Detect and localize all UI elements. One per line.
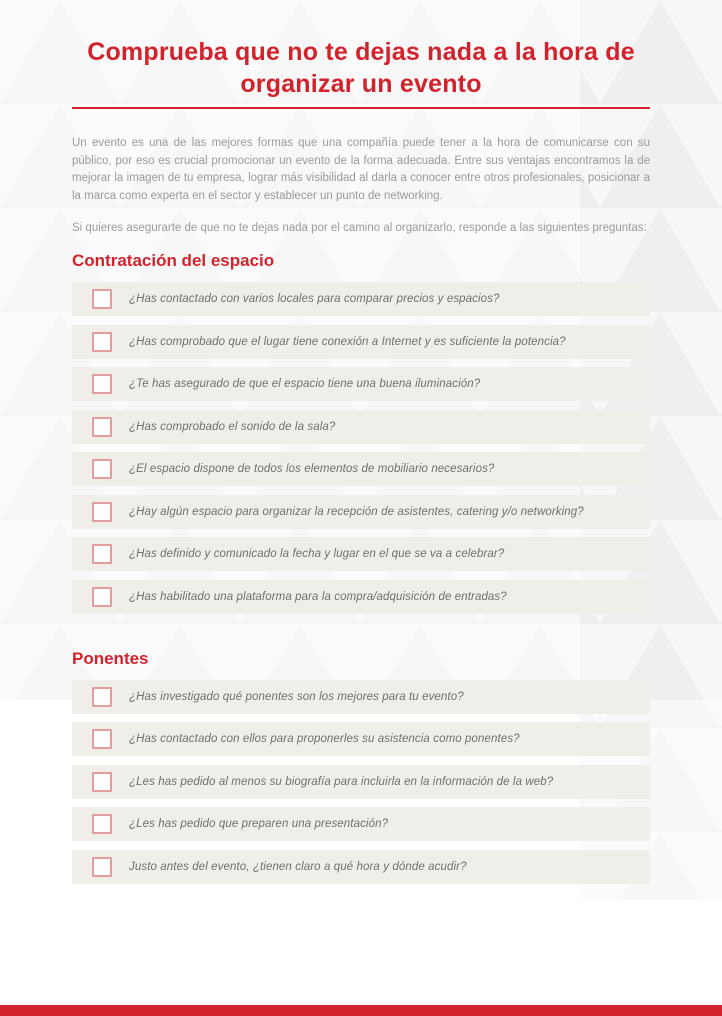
- checklist-row: [72, 495, 650, 529]
- checklist-item-label: ¿Les has pedido al menos su biografía para incluirla en la información de la web?: [129, 775, 554, 788]
- checkbox[interactable]: [92, 729, 112, 749]
- checklist-item-label: ¿Has contactado con varios locales para comparar precios y espacios?: [129, 293, 500, 305]
- checklist-row: [72, 680, 650, 714]
- checklist-item-label: ¿Has comprobado el sonido de la sala?: [129, 420, 336, 433]
- checklist-row: [72, 580, 650, 614]
- checkbox[interactable]: [92, 544, 112, 564]
- checklist-sections: [72, 251, 650, 884]
- section-heading: Ponentes: [72, 648, 149, 668]
- checkbox[interactable]: [92, 459, 112, 479]
- checklist-row: [72, 410, 650, 444]
- checklist-item-label: ¿Has investigado qué ponentes son los mejores para tu evento?: [129, 690, 464, 703]
- checklist-item-label: ¿Has comprobado que el lugar tiene conexión a Internet y es suficiente la potencia?: [129, 335, 566, 348]
- document-content: [0, 36, 722, 884]
- intro-prompt: Si quieres asegurarte de que no te dejas nada por el camino al organizarlo, responde a las siguientes preguntas:: [72, 222, 647, 234]
- checkbox[interactable]: [92, 332, 112, 352]
- checklist-item-label: ¿Has habilitado una plataforma para la compra/adquisición de entradas?: [129, 590, 507, 603]
- section-rows: [72, 282, 650, 614]
- footer-bar: [0, 1005, 722, 1016]
- checklist-item-label: ¿Has definido y comunicado la fecha y lugar en el que se va a celebrar?: [129, 548, 505, 560]
- checklist-section: [72, 251, 650, 614]
- page-title: Comprueba que no te dejas nada a la hora de organizar un evento: [87, 38, 635, 98]
- section-heading: Contratación del espacio: [72, 251, 275, 270]
- checklist-item-label: Justo antes del evento, ¿tienen claro a qué hora y dónde acudir?: [129, 860, 467, 873]
- checklist-item-label: ¿Te has asegurado de que el espacio tiene una buena iluminación?: [129, 378, 481, 390]
- checkbox[interactable]: [92, 687, 112, 707]
- checklist-row: [72, 722, 650, 756]
- checkbox[interactable]: [92, 587, 112, 607]
- checklist-row: [72, 325, 650, 359]
- checkbox[interactable]: [92, 374, 112, 394]
- checklist-item-label: ¿El espacio dispone de todos los elementos de mobiliario necesarios?: [129, 463, 495, 475]
- checkbox[interactable]: [92, 502, 112, 522]
- checklist-row: [72, 765, 650, 799]
- checkbox[interactable]: [92, 289, 112, 309]
- title-divider: [72, 107, 650, 109]
- checklist-section: [72, 649, 650, 884]
- checklist-item-label: ¿Hay algún espacio para organizar la recepción de asistentes, catering y/o networking?: [129, 505, 584, 518]
- checklist-row: [72, 850, 650, 884]
- checklist-item-label: ¿Les has pedido que preparen una presentación?: [129, 818, 389, 830]
- checklist-item-label: ¿Has contactado con ellos para proponerles su asistencia como ponentes?: [129, 733, 520, 745]
- checklist-row: [72, 537, 650, 571]
- checklist-row: [72, 807, 650, 841]
- checkbox[interactable]: [92, 417, 112, 437]
- checklist-row: [72, 367, 650, 401]
- checkbox[interactable]: [92, 772, 112, 792]
- intro-paragraph: Un evento es una de las mejores formas que una compañía puede tener a la hora de comunicarse con su público, por eso es crucial promocionar un evento de la forma adecuada. Entre sus ventajas encontramos la de mejorar la imagen de tu empresa, lograr más visibilidad al darla a conocer entre otros profesionales, posicionar a la marca como experta en el sector y establecer un punto de networking.: [72, 137, 650, 202]
- checkbox[interactable]: [92, 814, 112, 834]
- checkbox[interactable]: [92, 857, 112, 877]
- checklist-row: [72, 282, 650, 316]
- checklist-row: [72, 452, 650, 486]
- section-rows: [72, 680, 650, 884]
